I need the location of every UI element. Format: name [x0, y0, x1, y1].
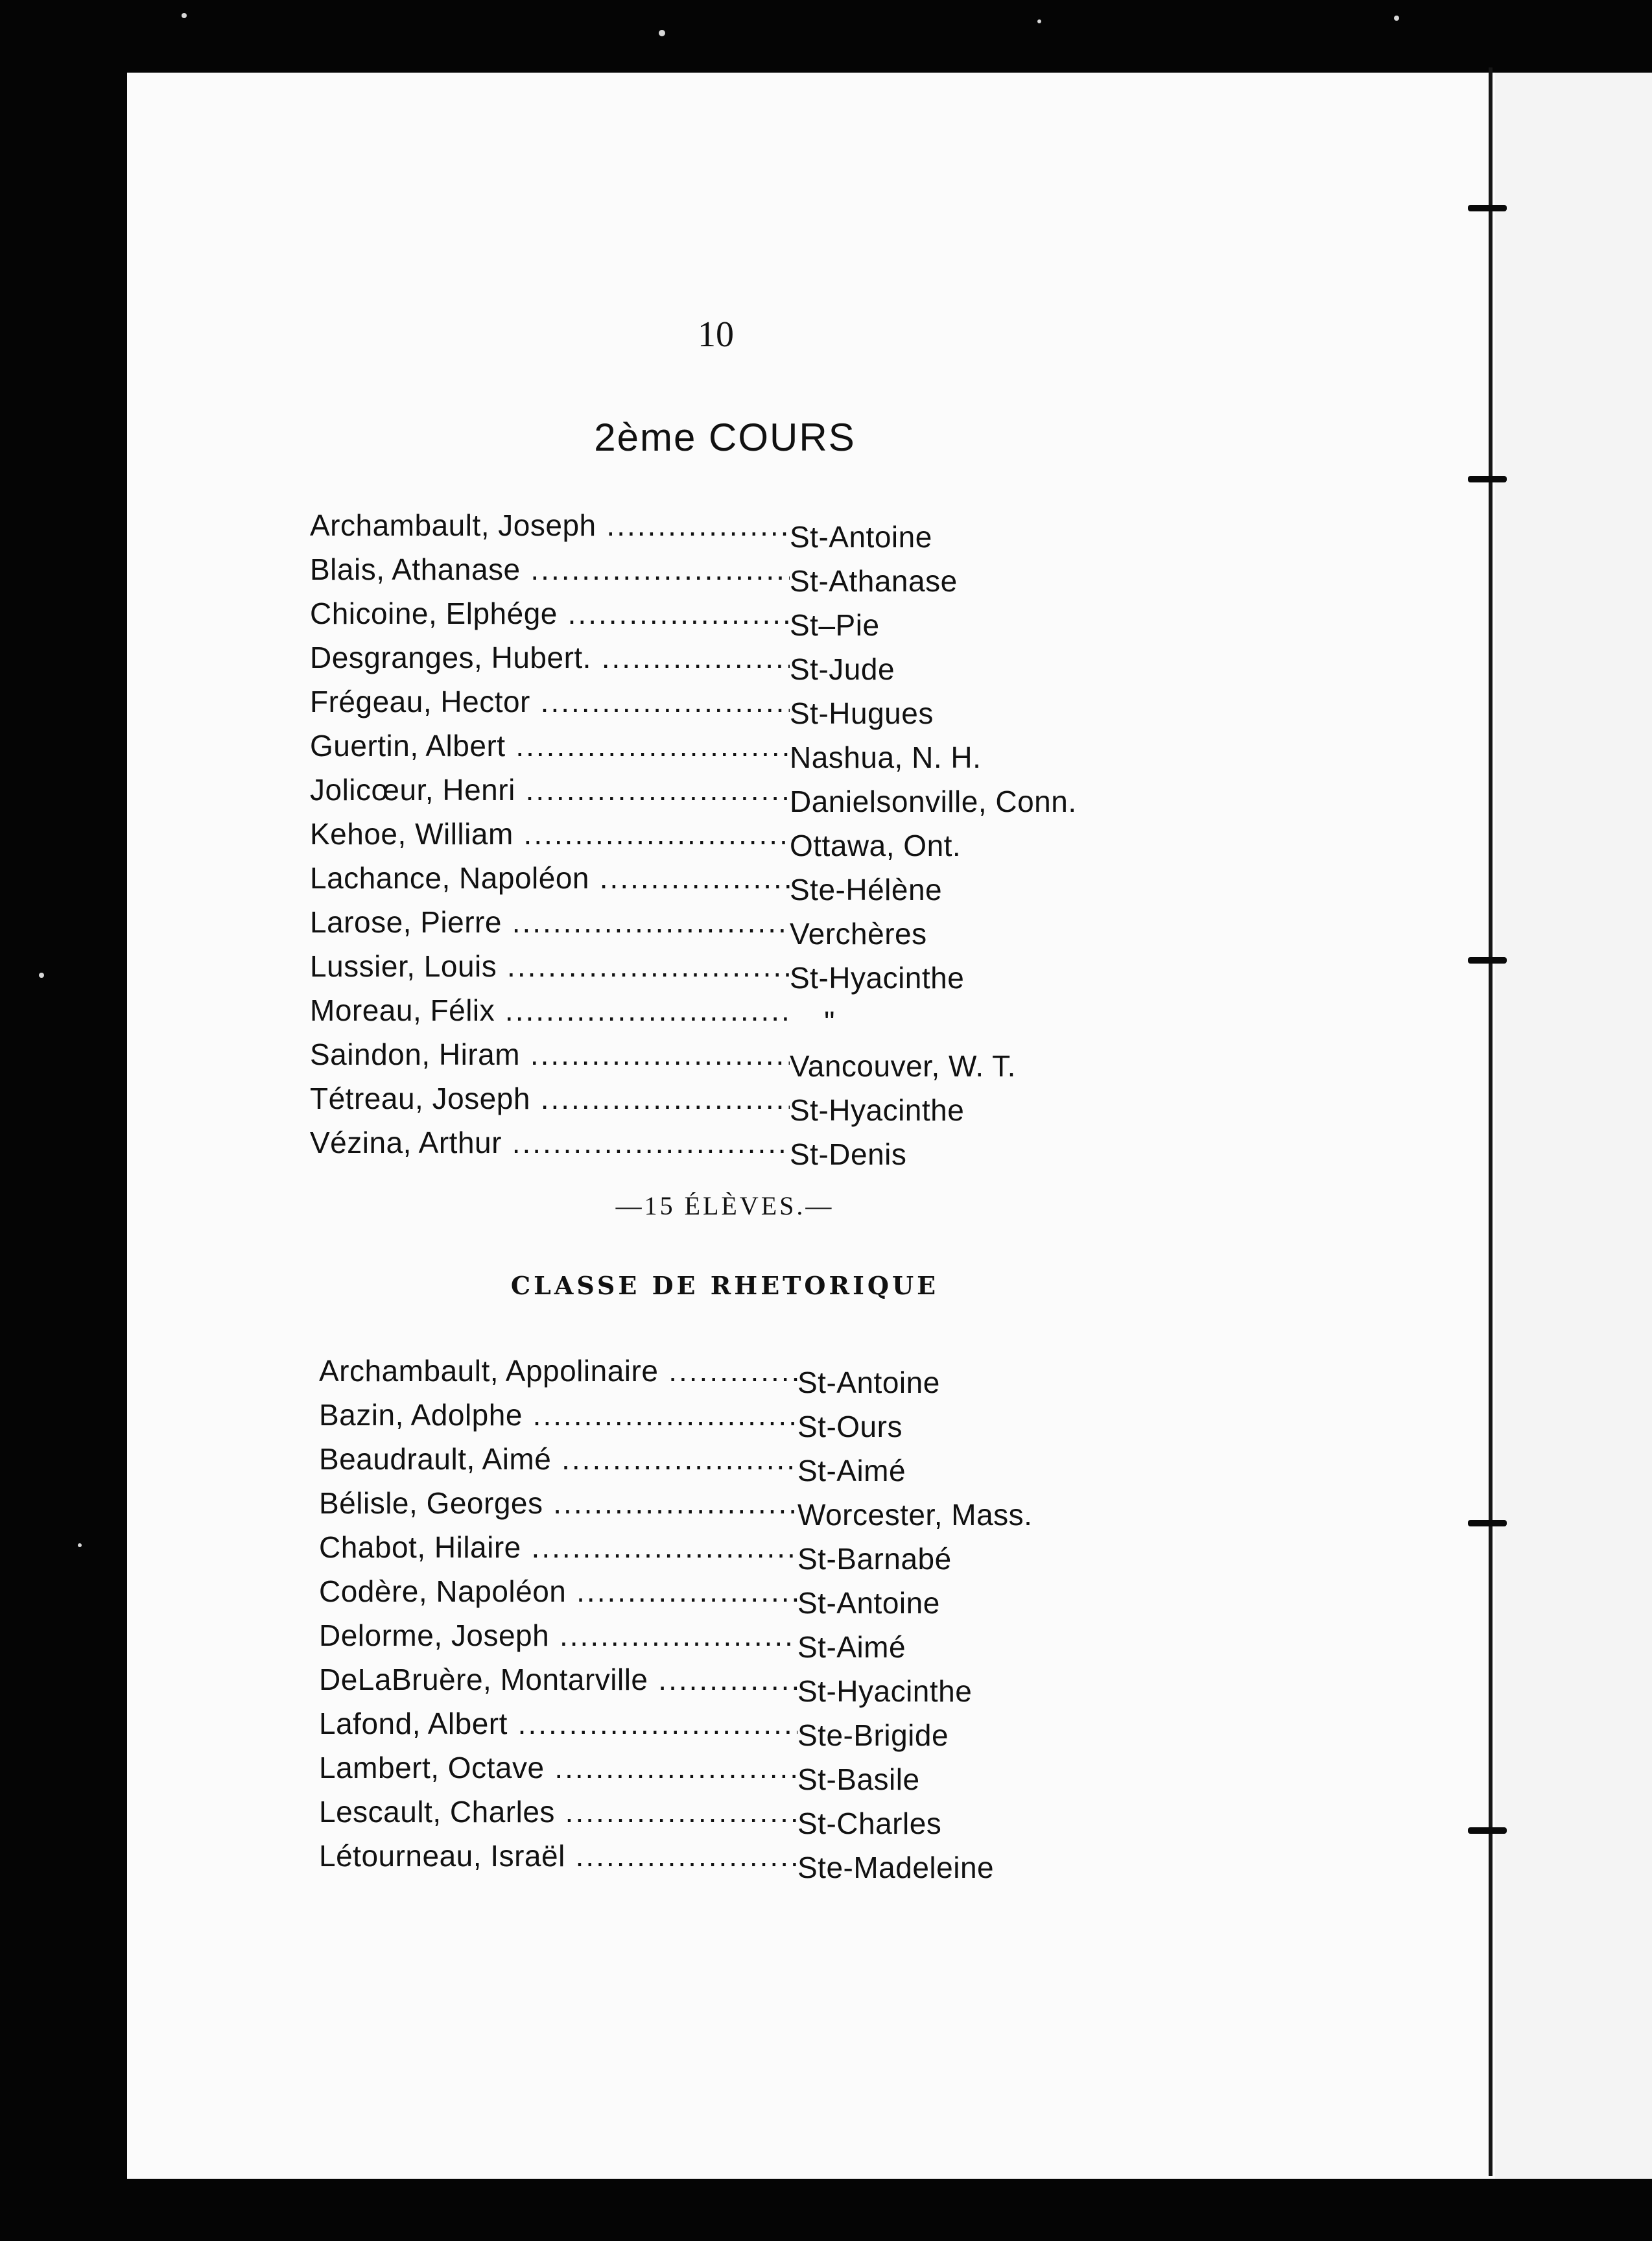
binding-mark: [1468, 957, 1507, 964]
binding-mark: [1468, 205, 1507, 211]
student-name: Lambert, Octave .....: [319, 1746, 797, 1790]
student-name: Jolicœur, Henri .....: [310, 768, 790, 812]
student-hometown: St-Hyacinthe: [797, 1674, 973, 1708]
student-name: Moreau, Félix .....: [310, 988, 790, 1032]
list-item: [310, 988, 1077, 1039]
student-name: Larose, Pierre .....: [310, 900, 790, 944]
list-item: [319, 1349, 1032, 1399]
scan-speck: [1394, 16, 1399, 21]
list-item: [310, 635, 1077, 686]
student-name: Lescault, Charles .....: [319, 1790, 797, 1834]
list-item: [310, 1076, 1077, 1127]
section-title-2eme-cours: 2ème COURS: [594, 416, 856, 459]
student-hometown: St–Pie: [790, 608, 880, 642]
scan-speck: [39, 973, 44, 978]
student-hometown: St-Antoine: [797, 1366, 940, 1399]
student-hometown: St-Denis: [790, 1137, 907, 1171]
student-name: Bazin, Adolphe .....: [319, 1393, 797, 1437]
page-number: 10: [698, 314, 734, 355]
student-name: Kehoe, William .....: [310, 812, 790, 856]
scan-speck: [659, 30, 665, 36]
student-hometown: Ste-Hélène: [790, 873, 943, 907]
student-name: Blais, Athanase .....: [310, 547, 790, 591]
student-list-rhetorique: [319, 1349, 1033, 1884]
student-name: Tétreau, Joseph .....: [310, 1076, 790, 1120]
student-hometown: St-Basile: [797, 1762, 920, 1796]
list-item: [319, 1569, 1032, 1620]
student-hometown: Ottawa, Ont.: [790, 829, 962, 862]
list-item: [310, 856, 1077, 907]
list-item: [310, 724, 1077, 774]
list-item: [310, 547, 1077, 598]
list-item: [310, 591, 1077, 642]
section-title-rhetorique: CLASSE DE RHETORIQUE: [510, 1271, 939, 1300]
student-name: Archambault, Joseph .....: [310, 503, 790, 547]
student-name: Codère, Napoléon .....: [319, 1569, 797, 1613]
student-name: Chicoine, Elphége .....: [310, 591, 790, 635]
student-hometown: St-Athanase: [790, 564, 958, 598]
student-hometown: St-Antoine: [797, 1586, 940, 1620]
student-name: Archambault, Appolinaire .....: [319, 1349, 797, 1393]
scan-speck: [182, 13, 187, 18]
student-hometown: Vancouver, W. T.: [790, 1049, 1016, 1083]
list-item: [310, 1032, 1077, 1083]
list-item: [319, 1834, 1032, 1884]
student-hometown: St-Jude: [790, 652, 895, 686]
student-name: Lachance, Napoléon .....: [310, 856, 790, 900]
binding-fold-line: [1489, 67, 1493, 2176]
list-item: [319, 1702, 1032, 1752]
student-name: DeLaBruère, Montarville .....: [319, 1657, 797, 1702]
student-hometown: Ste-Madeleine: [797, 1851, 995, 1884]
binding-mark: [1468, 476, 1507, 482]
list-item: [310, 900, 1077, 951]
student-hometown: St-Hugues: [790, 696, 934, 730]
student-hometown: St-Aimé: [797, 1630, 906, 1664]
list-item: [319, 1613, 1032, 1664]
list-item: [319, 1525, 1032, 1576]
student-name: Beaudrault, Aimé .....: [319, 1437, 797, 1481]
student-name: Guertin, Albert .....: [310, 724, 790, 768]
facing-page-strip: [1495, 73, 1652, 2179]
student-hometown: St-Hyacinthe: [790, 1093, 965, 1127]
student-hometown: Nashua, N. H.: [790, 741, 982, 774]
student-hometown: Worcester, Mass.: [797, 1498, 1033, 1532]
student-hometown: St-Aimé: [797, 1454, 906, 1488]
scan-speck: [78, 1543, 82, 1547]
student-count: —15 ÉLÈVES.—: [615, 1191, 834, 1220]
list-item: [310, 503, 1077, 554]
student-name: Frégeau, Hector .....: [310, 680, 790, 724]
list-item: [319, 1790, 1032, 1840]
student-name: Desgranges, Hubert. .....: [310, 635, 790, 680]
list-item: [310, 944, 1077, 995]
list-item: [319, 1657, 1032, 1708]
list-item: [310, 812, 1077, 862]
student-hometown: Danielsonville, Conn.: [790, 785, 1077, 818]
list-item: [319, 1481, 1033, 1532]
list-item: [319, 1393, 1032, 1443]
student-name: Vézina, Arthur .....: [310, 1120, 790, 1165]
student-hometown: St-Hyacinthe: [790, 961, 965, 995]
student-list-2eme-cours: [310, 503, 1077, 1171]
student-hometown: ": [790, 1005, 835, 1039]
student-name: Saindon, Hiram .....: [310, 1032, 790, 1076]
student-hometown: St-Ours: [797, 1410, 903, 1443]
scan-speck: [1037, 19, 1041, 23]
student-hometown: St-Charles: [797, 1807, 942, 1840]
student-name: Létourneau, Israël .....: [319, 1834, 797, 1878]
list-item: [310, 680, 1077, 730]
student-hometown: St-Barnabé: [797, 1542, 952, 1576]
student-name: Chabot, Hilaire .....: [319, 1525, 797, 1569]
list-item: [310, 1120, 1077, 1171]
student-name: Lussier, Louis .....: [310, 944, 790, 988]
student-name: Bélisle, Georges .....: [319, 1481, 797, 1525]
student-hometown: Verchères: [790, 917, 927, 951]
list-item: [319, 1437, 1032, 1488]
list-item: [310, 768, 1077, 818]
student-name: Delorme, Joseph .....: [319, 1613, 797, 1657]
student-hometown: Ste-Brigide: [797, 1718, 949, 1752]
binding-mark: [1468, 1520, 1507, 1526]
binding-mark: [1468, 1827, 1507, 1834]
student-name: Lafond, Albert .....: [319, 1702, 797, 1746]
list-item: [319, 1746, 1032, 1796]
student-hometown: St-Antoine: [790, 520, 932, 554]
